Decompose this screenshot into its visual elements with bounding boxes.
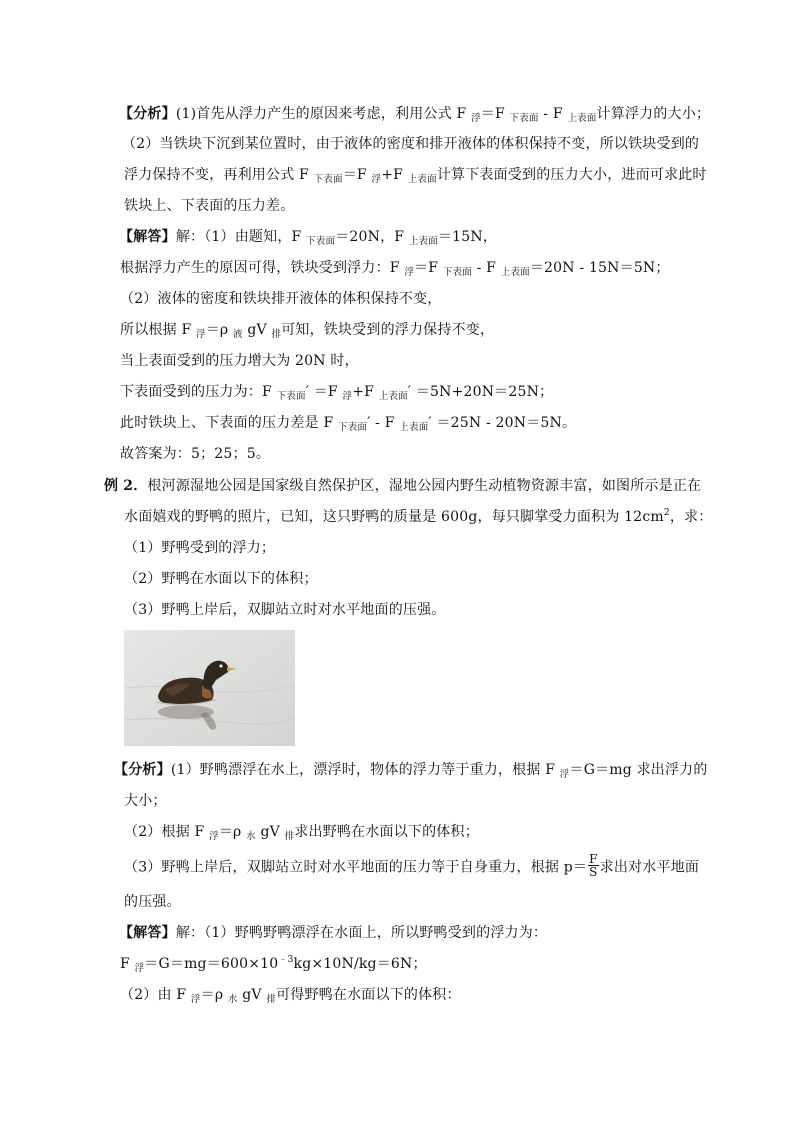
- subscript: 水: [227, 994, 238, 1005]
- subscript: 浮: [404, 267, 415, 278]
- analysis-line-3: [124, 165, 707, 187]
- subscript: 下表面: [306, 236, 336, 247]
- text: （3）野鸭上岸后，双脚站立时对水平地面的压力等于自身重力，根据 p＝: [124, 859, 588, 876]
- text: ＝20N，F: [335, 229, 409, 245]
- subscript: 排: [266, 994, 277, 1005]
- fraction-numerator: F: [589, 852, 598, 866]
- text: - F: [471, 260, 501, 276]
- text: ＝ρ: [200, 987, 228, 1003]
- example2-line-1: [104, 476, 701, 496]
- answer-line-8: 故答案为：5；25；5。: [120, 446, 271, 462]
- text: ＝G＝mg 求出浮力的: [569, 762, 708, 778]
- text: gV: [242, 322, 272, 338]
- text: 根河源湿地公园是国家级自然保护区，湿地公园内野生动植物资源丰富，如图所示是正在: [147, 478, 702, 494]
- text: ＝F: [480, 106, 510, 122]
- text: 下表面受到的压力为：F: [120, 384, 277, 400]
- subscript: 下表面: [313, 174, 343, 185]
- subscript: 下表面: [338, 422, 368, 433]
- text: ＝ρ: [218, 824, 247, 840]
- subscript: 下表面: [509, 113, 539, 124]
- example2-line-2: [124, 507, 712, 529]
- subscript: 浮: [190, 994, 201, 1005]
- analysis-tag: 【分析】: [114, 762, 171, 778]
- subscript: 上表面: [567, 113, 597, 124]
- text: 计算下表面受到的压力大小，进而可求此时: [436, 167, 707, 183]
- subscript: 浮: [342, 391, 353, 402]
- analysis2-line-1: [114, 760, 708, 782]
- superscript: ﹣3: [278, 955, 294, 965]
- text: ′ ＝5N+20N＝25N；: [407, 384, 554, 400]
- text: ＝ρ: [205, 322, 233, 338]
- text: gV: [255, 824, 285, 840]
- subscript: 上表面: [408, 236, 438, 247]
- subscript: 浮: [209, 831, 219, 842]
- subscript: 上表面: [500, 267, 530, 278]
- subscript: 上表面: [378, 391, 408, 402]
- analysis2-line-2: 大小；: [124, 793, 167, 809]
- text: ′ ＝25N - 20N＝5N。: [428, 415, 577, 431]
- answer-tag: 【解答】: [119, 229, 176, 245]
- answer2-line-1: [119, 923, 547, 943]
- answer2-line-3: [120, 985, 461, 1007]
- analysis2-line-3: [124, 822, 479, 844]
- analysis2-line-5: 的压强。: [124, 894, 181, 910]
- text: 浮力保持不变，再利用公式 F: [124, 167, 314, 183]
- text: +F: [352, 384, 379, 400]
- text: ＝20N - 15N＝5N；: [529, 260, 670, 276]
- text: ′ ＝F: [305, 384, 343, 400]
- subscript: 浮: [471, 113, 481, 124]
- example-label: 例 2．: [104, 478, 148, 494]
- answer-line-3: （2）液体的密度和铁块排开液体的体积保持不变，: [120, 291, 442, 307]
- answer-line-1: [119, 227, 497, 249]
- text: ＝F: [342, 167, 372, 183]
- text: +F: [381, 167, 408, 183]
- subscript: 浮: [196, 329, 206, 340]
- subscript: 液: [233, 329, 243, 340]
- analysis-line-2: （2）当铁块下沉到某位置时，由于液体的密度和排开液体的体积保持不变，所以铁块受到的: [122, 136, 700, 152]
- text: 根据浮力产生的原因可得，铁块受到浮力：F: [120, 260, 405, 276]
- text: 所以根据 F: [120, 322, 197, 338]
- text: ，求：: [669, 509, 713, 525]
- analysis2-line-4: [124, 852, 700, 880]
- subscript: 浮: [134, 963, 145, 974]
- subscript: 水: [246, 831, 256, 842]
- answer-line-4: [120, 320, 494, 342]
- subscript: 下表面: [442, 267, 472, 278]
- subscript: 浮: [371, 174, 382, 185]
- text: kg×10N/kg＝6N；: [293, 956, 427, 972]
- superscript: 2: [663, 508, 670, 518]
- text: ＝F: [414, 260, 443, 276]
- text: 求出野鸭在水面以下的体积；: [294, 824, 479, 840]
- answer-tag: 【解答】: [119, 925, 176, 941]
- text: 可得野鸭在水面以下的体积：: [276, 987, 461, 1003]
- fraction-denominator: S: [589, 865, 598, 879]
- text: ＝15N，: [437, 229, 498, 245]
- question-1: （1）野鸭受到的浮力；: [124, 540, 276, 556]
- answer2-line-2: [120, 954, 427, 976]
- fraction-f-over-s: [588, 853, 599, 878]
- text: 可知，铁块受到的浮力保持不变，: [281, 322, 495, 338]
- text: F: [120, 956, 135, 972]
- subscript: 上表面: [399, 422, 429, 433]
- question-2: （2）野鸭在水面以下的体积；: [124, 571, 318, 587]
- subscript: 排: [284, 831, 295, 842]
- text: 解：（1）野鸭野鸭漂浮在水面上，所以野鸭受到的浮力为：: [175, 925, 548, 941]
- analysis-line-4: 铁块上、下表面的压力差。: [124, 198, 295, 214]
- text: 计算浮力的大小；: [596, 106, 711, 122]
- subscript: 下表面: [276, 391, 306, 402]
- answer-line-5: 当上表面受到的压力增大为 20N 时，: [120, 353, 359, 369]
- text: 解：（1）由题知，F: [175, 229, 307, 245]
- subscript: 浮: [559, 769, 570, 780]
- analysis-line-1: [119, 104, 710, 126]
- question-3: （3）野鸭上岸后，双脚站立时对水平地面的压强。: [124, 602, 446, 618]
- text: (1)首先从浮力产生的原因来考虑，利用公式 F: [175, 106, 472, 122]
- subscript: 上表面: [407, 174, 437, 185]
- text: gV: [237, 987, 267, 1003]
- duck-photo-icon: [124, 630, 295, 746]
- text: （2）由 F: [120, 987, 191, 1003]
- text: ＝G＝mg＝600×10: [144, 956, 279, 972]
- text: 求出对水平地面: [599, 859, 700, 876]
- duck-photo: [124, 630, 295, 746]
- text: - F: [538, 106, 568, 122]
- subscript: 排: [271, 329, 282, 340]
- analysis-tag: 【分析】: [119, 106, 176, 122]
- text: ′ - F: [367, 415, 400, 431]
- answer-line-2: [120, 258, 670, 280]
- text: 此时铁块上、下表面的压力差是 F: [120, 415, 339, 431]
- text: （2）根据 F: [124, 824, 210, 840]
- answer-line-6: [120, 382, 553, 404]
- text: 水面嬉戏的野鸭的照片，已知，这只野鸭的质量是 600g，每只脚掌受力面积为 12cm: [124, 509, 664, 525]
- answer-line-7: [120, 413, 576, 435]
- text: (1）野鸭漂浮在水上，漂浮时，物体的浮力等于重力，根据 F: [170, 762, 560, 778]
